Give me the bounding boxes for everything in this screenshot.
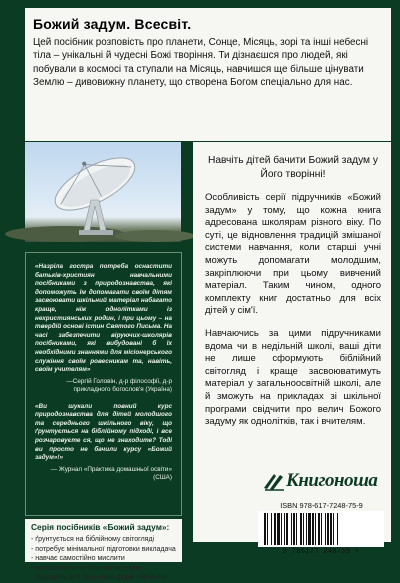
- paragraph: Навчаючись за цими підручниками вдома чи в недільній школі, ваші діти не лише сформують біблійний світогляд і краще засвоюватимуть матеріал у загальноосвітній школі, але й зможуть на прикладах зі шкільної програми свідчити про велич Божого задуму як однолітків, так і вчителям.: [205, 327, 381, 428]
- description-block: [25, 8, 391, 141]
- quote-source: — Журнал «Практика домашньої освіти» (США): [50, 465, 172, 482]
- paragraph: Особливість серії підручників «Божий задум» у тому, що кожна книга адресована школярам різного віку. По суті, це відновлення традицій змішаної системи навчання, коли старші учні можуть допомагати молодшим, закріплюючи при цьому вивчений матеріал. Таким чином, одного комплекту книг достатньо для всіх дітей у сім'ї.: [205, 192, 381, 317]
- barcode-digits: 9 786177 248759 >: [282, 548, 360, 556]
- book-description: Цей посібник розповість про планети, Сонце, Місяць, зорі та інші небесні тіла – унікальні й чудесні Божі творіння. Ти дізнаєшся про людей, які побували в космосі та ступали на Місяць, навчишся ще більше цінувати Землю – дивовижну планету, що створена Богом спеціально для нас.: [33, 37, 369, 89]
- barcode: [258, 511, 384, 557]
- publisher-logo: [262, 466, 388, 496]
- publisher-name: Книгоноша: [286, 470, 378, 491]
- book-icon: [262, 470, 288, 492]
- list-item: - потребує мінімальної підготовки викладача: [31, 545, 176, 553]
- series-title: Серія посібників «Божий задум»:: [31, 522, 170, 532]
- series-features: [25, 519, 182, 582]
- quotes-panel: [25, 252, 182, 516]
- list-item: - підходить для будь-яких форм навчання: [31, 574, 167, 582]
- list-item: - ґрунтується на біблійному світогляді: [31, 536, 155, 543]
- quote-text: «Ви шукали повний курс природознавства для дітей молодшого та середнього шкільного віку, що ґрунтується на біблійному підході, і все розчаровуєте ся, що не знаходите? Тоді ви просто не бачили курсу «Божий задум»!»: [35, 402, 172, 462]
- list-item: - розрахована на різні вікові групи: [31, 564, 142, 572]
- isbn-number: ISBN 978-617-7248-75-9: [280, 501, 363, 510]
- radio-telescope-icon: [25, 142, 181, 242]
- barcode-icon: [258, 511, 384, 547]
- lead-text: Навчіть дітей бачити Божий задум у Його творінні!: [208, 155, 378, 180]
- quote-source: —Сергій Головін, д-р філософії, д-р прикладного богослов'я (Україна): [66, 377, 172, 394]
- book-title: Божий задум. Всесвіт.: [33, 16, 192, 32]
- quote-text: «Назріла гостра потреба оснастити батьків-християн навчальними посібниками з природознавства, які допоможуть їм допомагати своїм дітям засвоювати шкільний матеріал набагато краще, ніж однолітками із нехристиянських родин, і при цьому – на твердій основі істин Святого Письма. На часі забезпечити віруючих-школярів посібниками, які вибудовані б їх необхідними знаннями для місіонерського служіння своїм ровесникам та, навіть, своїм учителям»: [35, 263, 172, 374]
- radio-telescope-photo: [25, 142, 181, 242]
- list-item: - навчає самостійно мислити: [31, 555, 125, 563]
